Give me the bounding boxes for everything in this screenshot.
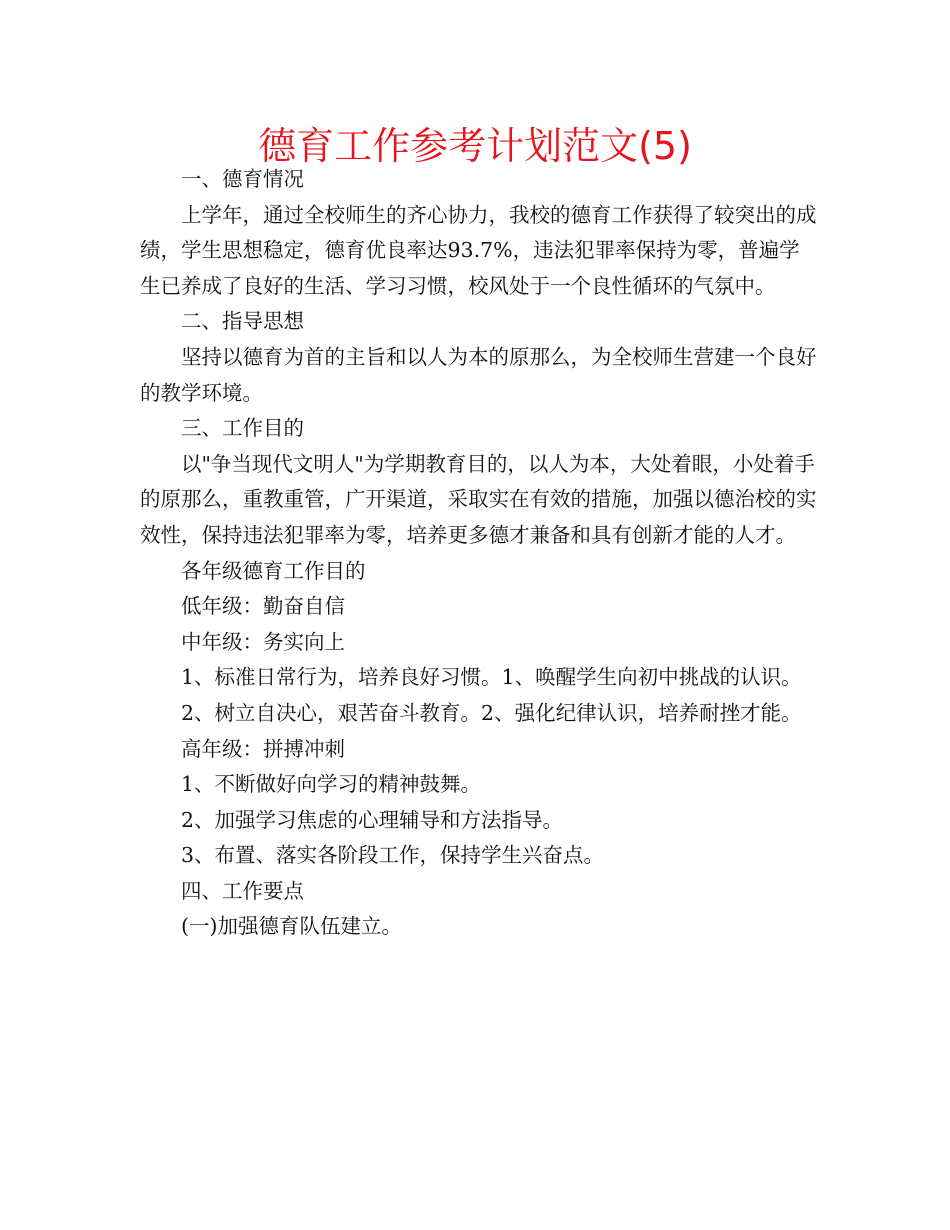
- low-grade-goal: 低年级：勤奋自信: [181, 594, 345, 619]
- document-body: [140, 162, 820, 945]
- list-item: 2、树立自决心，艰苦奋斗教育。2、强化纪律认识，培养耐挫才能。: [181, 700, 802, 725]
- document-title: 德育工作参考计划范文(5): [258, 124, 692, 168]
- mid-grade-goal: 中年级：务实向上: [181, 629, 345, 654]
- subsection-heading: (一)加强德育队伍建立。: [181, 914, 402, 939]
- section-heading-guidance: 二、指导思想: [181, 309, 304, 334]
- section-heading-goals: 三、工作目的: [181, 416, 304, 441]
- high-grade-goal: 高年级：拼搏冲刺: [181, 736, 345, 761]
- paragraph-goals: 以"争当现代文明人"为学期教育目的，以人为本，大处着眼，小处着手的原那么，重教重管，广开渠道，采取实在有效的措施，加强以德治校的实效性，保持违法犯罪率为零，培养更多德才兼备和具有创新才能的人才。: [140, 451, 817, 547]
- list-item: 2、加强学习焦虑的心理辅导和方法指导。: [181, 807, 564, 832]
- paragraph-guidance: 坚持以德育为首的主旨和以人为本的原那么，为全校师生营建一个良好的教学环境。: [140, 344, 817, 405]
- section-heading-key-points: 四、工作要点: [181, 878, 304, 903]
- paragraph-situation: 上学年，通过全校师生的齐心协力，我校的德育工作获得了较突出的成绩，学生思想稳定，德育优良率达93.7%，违法犯罪率保持为零，普遍学生已养成了良好的生活、学习习惯，校风处于一个良性循环的气氛中。: [140, 202, 817, 298]
- list-item: 1、不断做好向学习的精神鼓舞。: [181, 772, 482, 797]
- grade-goals-heading: 各年级德育工作目的: [181, 558, 366, 583]
- list-item: 1、标准日常行为，培养良好习惯。1、唤醒学生向初中挑战的认识。: [181, 665, 802, 690]
- section-heading-situation: 一、德育情况: [181, 167, 304, 191]
- list-item: 3、布置、落实各阶段工作，保持学生兴奋点。: [181, 843, 605, 868]
